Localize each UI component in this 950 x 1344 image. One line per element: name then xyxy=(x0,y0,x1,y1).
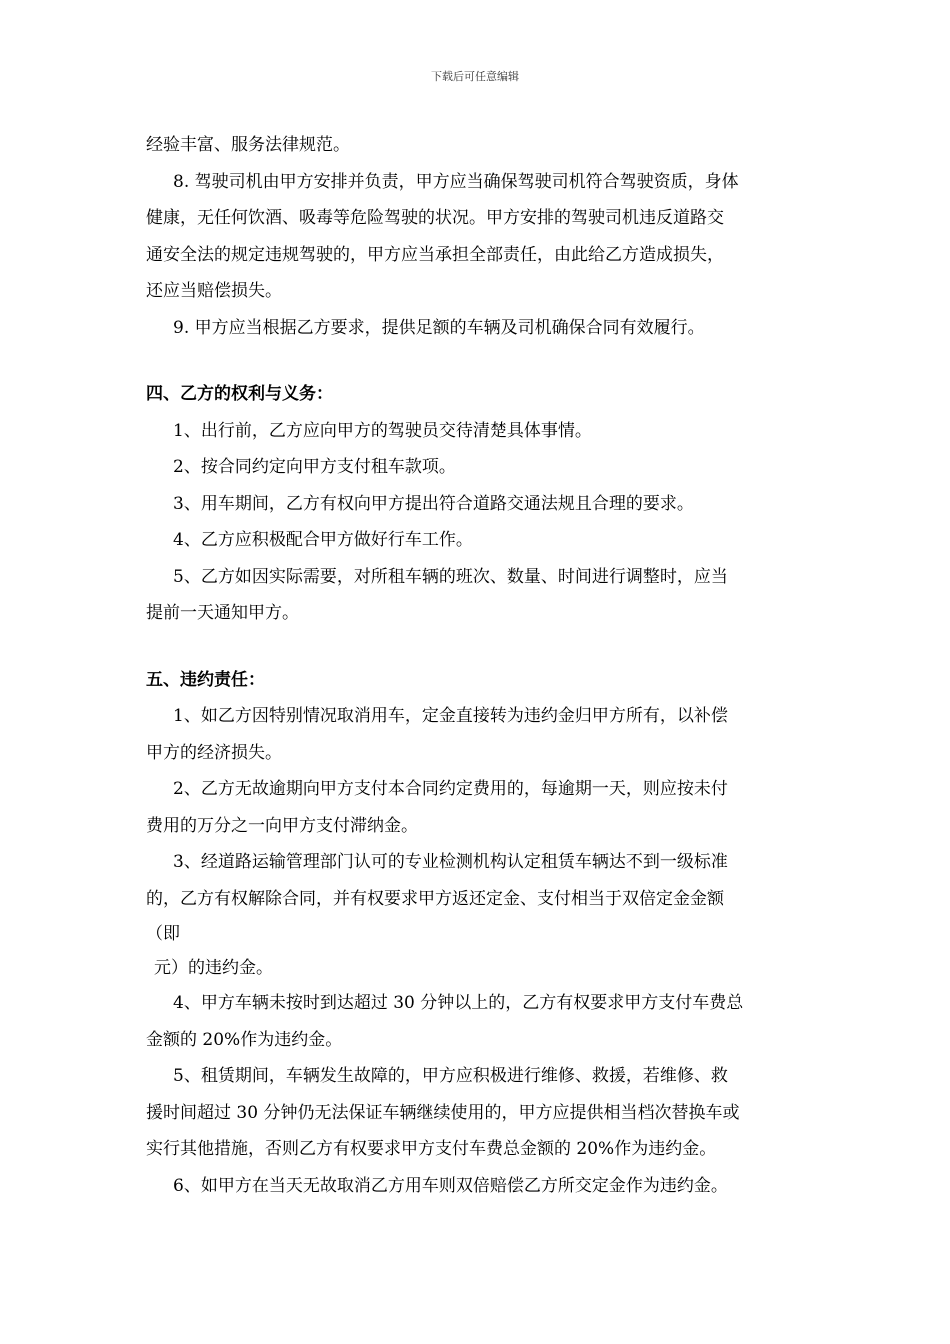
section-5-item-2-cont: 费用的万分之一向甲方支付滞纳金。 xyxy=(146,815,418,836)
clause-8-line: 8. 驾驶司机由甲方安排并负责，甲方应当确保驾驶司机符合驾驶资质，身体 xyxy=(173,171,739,192)
clause-8-line: 还应当赔偿损失。 xyxy=(146,281,282,301)
clause-9-line: 9. 甲方应当根据乙方要求，提供足额的车辆及司机确保合同有效履行。 xyxy=(173,317,705,338)
section-5-heading: 五、违约责任： xyxy=(146,669,265,690)
section-4-item-5: 5、乙方如因实际需要，对所租车辆的班次、数量、时间进行调整时，应当 xyxy=(173,566,728,587)
paragraph-line: 经验丰富、服务法律规范。 xyxy=(146,135,350,155)
clause-8-line: 健康，无任何饮酒、吸毒等危险驾驶的状况。甲方安排的驾驶司机违反道路交 xyxy=(146,208,724,228)
page-header-note: 下载后可任意编辑 xyxy=(431,70,519,83)
section-5-item-5-cont: 实行其他措施，否则乙方有权要求甲方支付车费总金额的 20%作为违约金。 xyxy=(146,1139,717,1159)
section-4-item-1: 1、出行前，乙方应向甲方的驾驶员交待清楚具体事情。 xyxy=(173,420,592,441)
section-4-item-2: 2、按合同约定向甲方支付租车款项。 xyxy=(173,457,456,477)
section-5-item-2: 2、乙方无故逾期向甲方支付本合同约定费用的，每逾期一天，则应按未付 xyxy=(173,779,728,799)
document-body xyxy=(146,127,812,1204)
section-4-heading: 四、乙方的权利与义务： xyxy=(146,384,333,404)
section-spacer xyxy=(146,346,812,376)
section-spacer xyxy=(146,632,812,662)
section-4-item-4: 4、乙方应积极配合甲方做好行车工作。 xyxy=(173,530,473,550)
section-5-item-3-cont: 元）的违约金。 xyxy=(154,958,273,978)
section-5-item-3-cont: （即 xyxy=(146,924,180,944)
section-5-item-6: 6、如甲方在当天无故取消乙方用车则双倍赔偿乙方所交定金作为违约金。 xyxy=(173,1175,728,1196)
section-5-item-4-cont: 金额的 20%作为违约金。 xyxy=(146,1029,343,1050)
section-4-item-3: 3、用车期间，乙方有权向甲方提出符合道路交通法规且合理的要求。 xyxy=(173,493,694,514)
section-5-item-5: 5、租赁期间，车辆发生故障的，甲方应积极进行维修、救援，若维修、救 xyxy=(173,1066,728,1086)
section-5-item-3: 3、经道路运输管理部门认可的专业检测机构认定租赁车辆达不到一级标准 xyxy=(173,852,728,872)
section-5-item-4: 4、甲方车辆未按时到达超过 30 分钟以上的，乙方有权要求甲方支付车费总 xyxy=(173,993,744,1013)
section-5-item-5-cont: 援时间超过 30 分钟仍无法保证车辆继续使用的，甲方应提供相当档次替换车或 xyxy=(146,1102,740,1123)
section-5-item-1-cont: 甲方的经济损失。 xyxy=(146,742,282,763)
clause-8-line: 通安全法的规定违规驾驶的，甲方应当承担全部责任，由此给乙方造成损失， xyxy=(146,244,724,265)
section-4-item-5-cont: 提前一天通知甲方。 xyxy=(146,603,299,623)
section-5-item-1: 1、如乙方因特别情况取消用车，定金直接转为违约金归甲方所有，以补偿 xyxy=(173,706,728,726)
section-5-item-3-cont: 的，乙方有权解除合同，并有权要求甲方返还定金、支付相当于双倍定金金额 xyxy=(146,888,724,909)
